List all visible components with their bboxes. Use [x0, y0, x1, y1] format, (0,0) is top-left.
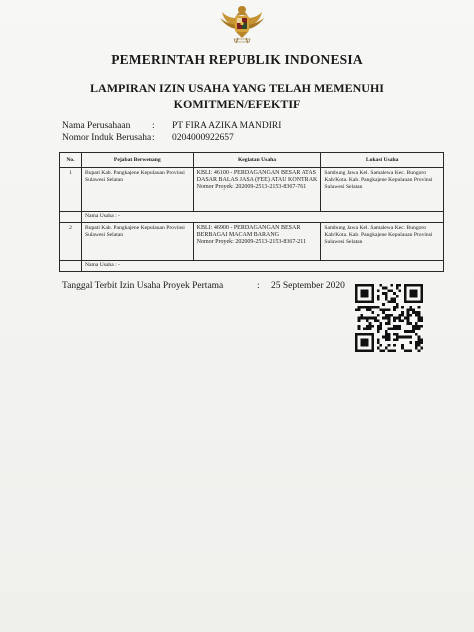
issue-date-separator: :	[257, 281, 260, 291]
document-title-line-2: KOMITMEN/EFEKTIF	[173, 97, 301, 111]
qr-code-icon	[355, 284, 423, 352]
row-pejabat: Bupati Kab. Pangkajene Kepulauan Provinsi Sulawesi Selatan	[81, 223, 193, 261]
nib-label: Nomor Induk Berusaha	[62, 133, 152, 143]
issue-date	[62, 281, 345, 291]
document-title	[0, 80, 474, 112]
row-nomor-proyek: Nomor Proyek: 202009-2513-2153-8367-211	[196, 239, 307, 245]
nib-separator: :	[152, 133, 155, 143]
table-row-nama-usaha	[60, 261, 444, 272]
nib-value: 0204000922657	[172, 133, 234, 143]
row-kegiatan	[193, 223, 321, 261]
row-nama-usaha: Nama Usaha : -	[81, 212, 443, 223]
row-nomor-proyek: Nomor Proyek: 202009-2513-2153-8367-761	[196, 184, 307, 190]
nib-row	[62, 132, 281, 144]
company-name-label: Nama Perusahaan	[62, 121, 131, 131]
issue-date-label: Tanggal Terbit Izin Usaha Proyek Pertama	[62, 281, 224, 291]
table-row	[60, 223, 444, 261]
column-header-kegiatan: Kegiatan Usaha	[193, 153, 321, 168]
table-row	[60, 168, 444, 212]
company-name-value: PT FIRA AZIKA MANDIRI	[172, 121, 282, 131]
government-title: PEMERINTAH REPUBLIK INDONESIA	[111, 52, 363, 67]
issue-date-value: 25 September 2020	[271, 281, 345, 291]
column-header-lokasi: Lokasi Usaha	[321, 153, 444, 168]
column-header-pejabat: Pejabat Berwenang	[81, 153, 193, 168]
document-title-line-1: LAMPIRAN IZIN USAHA YANG TELAH MEMENUHI	[90, 81, 384, 95]
row-number-empty	[60, 212, 82, 223]
row-nama-usaha: Nama Usaha : -	[81, 261, 443, 272]
company-name-row	[62, 120, 281, 132]
row-pejabat: Bupati Kab. Pangkajene Kepulauan Provinsi Sulawesi Selatan	[81, 168, 193, 212]
row-number-empty	[60, 261, 82, 272]
company-name-separator: :	[152, 121, 155, 131]
table-header-row	[60, 153, 444, 168]
row-kegiatan	[193, 168, 321, 212]
row-number: 2	[60, 223, 82, 261]
row-lokasi: Sambung Jawa Kel. Samalewa Kec. Bungoro Kab/Kota. Kab. Pangkajene Kepulauan Provinsi Sulawesi Selatan	[321, 168, 444, 212]
row-kegiatan-kbli: KBLI: 46100 - PERDAGANGAN BESAR ATAS DASAR BALAS JASA (FEE) ATAU KONTRAK	[196, 170, 318, 183]
column-header-no: No.	[60, 153, 82, 168]
table-row-nama-usaha	[60, 212, 444, 223]
row-number: 1	[60, 168, 82, 212]
garuda-emblem-icon	[218, 2, 266, 46]
row-lokasi: Sambung Jawa Kel. Samalewa Kec. Bungoro Kab/Kota. Kab. Pangkajene Kepulauan Provinsi Sulawesi Selatan	[321, 223, 444, 261]
business-activity-table	[59, 152, 444, 272]
company-info	[62, 120, 281, 144]
row-kegiatan-kbli: KBLI: 46900 - PERDAGANGAN BESAR BERBAGAI MACAM BARANG	[196, 225, 301, 238]
